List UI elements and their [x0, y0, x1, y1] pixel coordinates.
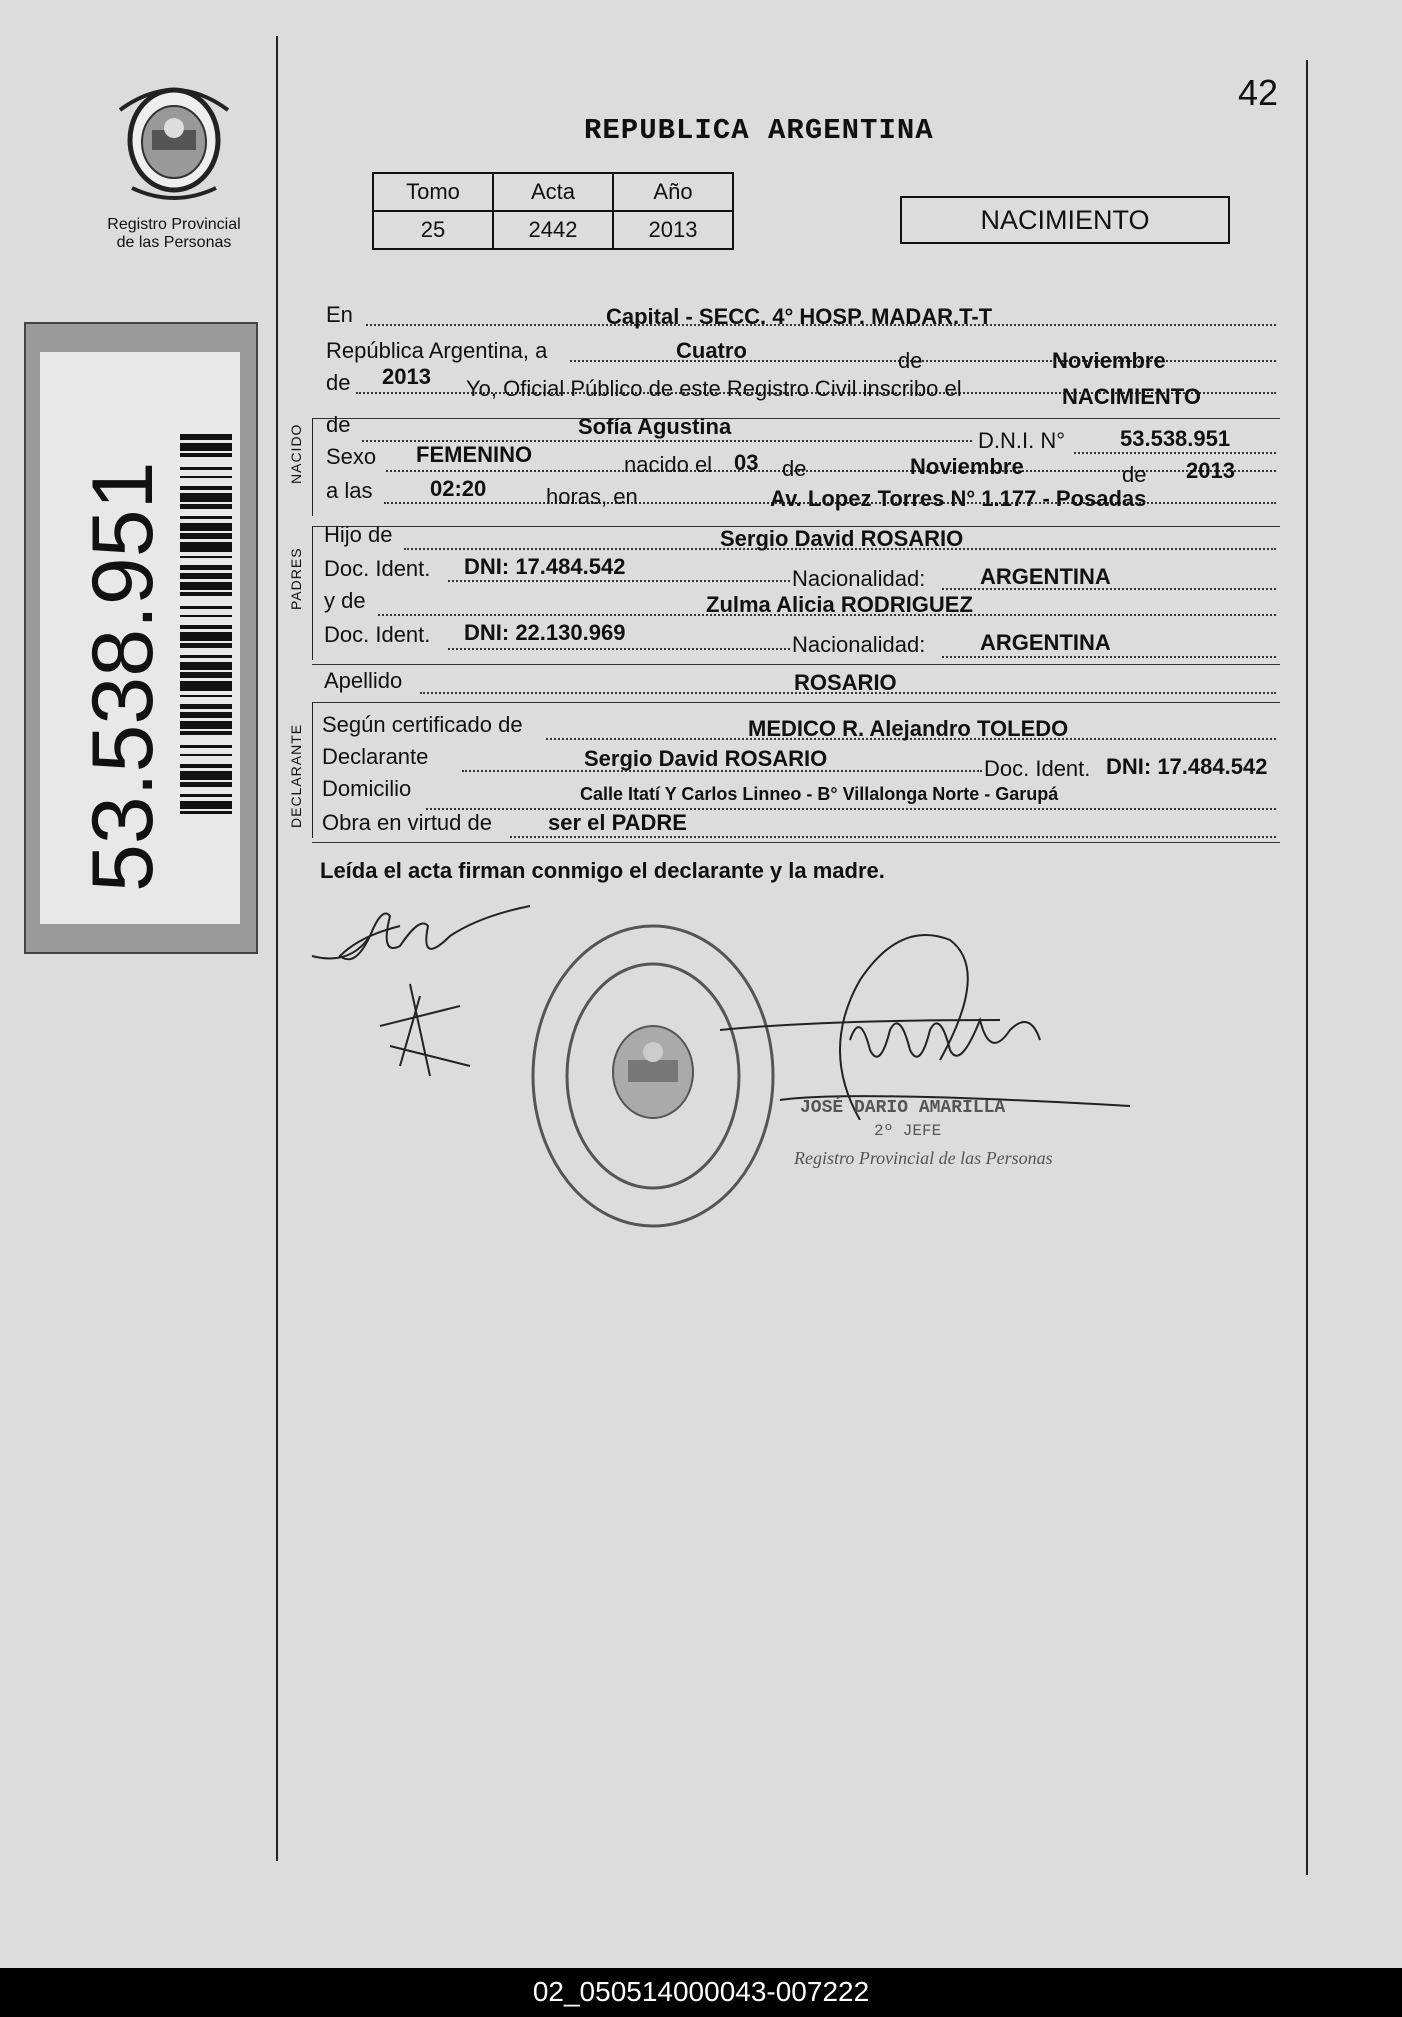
right-margin-line: [1306, 60, 1308, 1875]
domicilio-value: Calle Itatí Y Carlos Linneo - B° Villalonga Norte - Garupá: [580, 784, 1059, 804]
sexo-value: FEMENINO: [416, 442, 533, 467]
mother-doc-label: Doc. Ident.: [324, 622, 431, 647]
official-role: 2º JEFE: [874, 1122, 942, 1140]
provincial-seal-logo: [112, 80, 236, 210]
year-prefix-label: de: [326, 370, 351, 395]
year-value: 2013: [382, 364, 431, 389]
barcode-bar: [180, 704, 232, 709]
anio-value: 2013: [613, 211, 733, 249]
mother-nat-label: Nacionalidad:: [792, 632, 926, 657]
obra-value: ser el PADRE: [548, 810, 687, 835]
declarante-bracket: [312, 702, 313, 838]
birth-year: 2013: [1186, 458, 1235, 483]
acta-header: Acta: [493, 173, 613, 211]
mother-nat-dots: [942, 656, 1276, 658]
father-doc: DNI: 17.484.542: [464, 554, 626, 579]
registry-name: [92, 216, 256, 252]
domicilio-label: Domicilio: [322, 776, 412, 801]
birth-time: 02:20: [430, 476, 487, 501]
barcode-bar: [180, 782, 232, 787]
child-name: Sofía Agustina: [578, 414, 732, 439]
barcode-bar: [180, 681, 232, 691]
barcode-bar: [180, 615, 232, 617]
father-nat-label: Nacionalidad:: [792, 566, 926, 591]
padres-separator: [312, 664, 1280, 665]
country-title: REPUBLICA ARGENTINA: [584, 114, 934, 147]
barcode-bar: [180, 695, 232, 697]
padres-section-label: PADRES: [288, 547, 304, 610]
footer-bar: [0, 1968, 1402, 2017]
barcode-bar: [180, 764, 232, 768]
nacido-bracket: [312, 418, 313, 516]
cert-value: MEDICO R. Alejandro TOLEDO: [748, 716, 1069, 741]
id-inner-panel: [40, 352, 240, 924]
barcode-bar: [180, 811, 232, 814]
barcode-bar: [180, 533, 232, 539]
registry-line-2: de las Personas: [116, 234, 232, 251]
mother-doc-dots: [448, 648, 790, 650]
file-code: 02_050514000043-007222: [532, 1976, 870, 2007]
barcode-bar: [180, 655, 232, 658]
barcode-bar: [180, 493, 232, 502]
registry-line-1: Registro Provincial: [107, 216, 241, 233]
barcode-bar: [180, 662, 232, 670]
nacido-el-label: nacido el: [624, 452, 713, 477]
declarante-doc-label: Doc. Ident.: [984, 756, 1091, 781]
barcode-bar: [180, 745, 232, 748]
barcode-bar: [180, 643, 232, 648]
barcode-bar: [180, 592, 232, 596]
page-number: 42: [1238, 72, 1279, 113]
y-de-label: y de: [324, 588, 366, 613]
barcode-bar: [180, 794, 232, 797]
hijo-de-label: Hijo de: [324, 522, 393, 547]
padres-bracket: [312, 526, 313, 660]
barcode-bar: [180, 606, 232, 609]
apellido-separator: [312, 702, 1280, 703]
record-type-box: [900, 196, 1230, 244]
anio-header: Año: [613, 173, 733, 211]
day-value: Cuatro: [676, 338, 747, 363]
birth-de-label: de: [782, 456, 807, 481]
barcode-bar: [180, 582, 232, 590]
barcode-bar: [180, 565, 232, 570]
obra-label: Obra en virtud de: [322, 810, 492, 835]
declarante-separator: [312, 842, 1280, 843]
cert-label: Según certificado de: [322, 712, 523, 737]
nacido-section-label: NACIDO: [288, 423, 304, 484]
barcode-bar: [180, 632, 232, 641]
official-signature: [700, 920, 1140, 1125]
birth-place: Av. Lopez Torres N° 1.177 - Posadas: [770, 486, 1147, 511]
month-value: Noviembre: [1052, 348, 1166, 373]
apellido-value: ROSARIO: [794, 670, 897, 695]
dni-dots: [1074, 452, 1276, 454]
nacido-de-label: de: [326, 412, 351, 437]
official-text: Yo, Oficial Público de este Registro Civil inscribo el: [466, 376, 962, 401]
mother-doc: DNI: 22.130.969: [464, 620, 626, 645]
barcode-bar: [180, 556, 232, 558]
barcode-bar: [180, 712, 232, 718]
mother-name: Zulma Alicia RODRIGUEZ: [706, 592, 973, 617]
sexo-label: Sexo: [326, 444, 377, 469]
id-number-vertical: [74, 462, 173, 892]
barcode-bar: [180, 754, 232, 756]
id-side-block: [24, 322, 258, 954]
tomo-value: 25: [373, 211, 493, 249]
barcode-bar: [180, 486, 232, 490]
declarant-signature: [310, 896, 550, 1091]
barcode-bar: [180, 573, 232, 579]
mother-nat: ARGENTINA: [980, 630, 1111, 655]
official-org: Registro Provincial de las Personas: [794, 1148, 1053, 1168]
father-name: Sergio David ROSARIO: [720, 526, 964, 551]
record-type: NACIMIENTO: [980, 205, 1150, 235]
birth-de-label-2: de: [1122, 462, 1147, 487]
father-doc-dots: [448, 580, 790, 582]
id-number-text: 53.538.951: [75, 461, 171, 892]
dni-label: D.N.I. N°: [978, 428, 1066, 453]
barcode-bar: [180, 672, 232, 678]
barcode-bar: [180, 731, 232, 735]
left-margin-line: [276, 36, 278, 1861]
barcode: [180, 434, 232, 814]
declarante-section-label: DECLARANTE: [288, 723, 304, 828]
birth-day: 03: [734, 450, 759, 475]
republica-label: República Argentina, a: [326, 338, 548, 363]
de-month-label: de: [898, 348, 923, 373]
father-nat: ARGENTINA: [980, 564, 1111, 589]
inscribe-value: NACIMIENTO: [1062, 384, 1201, 409]
barcode-bar: [180, 504, 232, 509]
obra-dots: [510, 836, 1276, 838]
barcode-bar: [180, 434, 232, 440]
barcode-bar: [180, 801, 232, 809]
barcode-bar: [180, 721, 232, 729]
en-label: En: [326, 302, 353, 327]
tomo-header: Tomo: [373, 173, 493, 211]
barcode-bar: [180, 516, 232, 519]
horas-en-label: horas, en: [546, 484, 638, 509]
barcode-bar: [180, 476, 232, 478]
intro-separator: [312, 418, 1280, 419]
barcode-bar: [180, 467, 232, 470]
dni-value: 53.538.951: [1120, 426, 1231, 451]
declarante-doc: DNI: 17.484.542: [1106, 754, 1268, 779]
barcode-bar: [180, 453, 232, 457]
official-name: JOSÉ DARIO AMARILLA: [800, 1098, 1006, 1118]
a-las-label: a las: [326, 478, 373, 503]
record-table: [372, 172, 734, 250]
barcode-bar: [180, 771, 232, 780]
barcode-bar: [180, 523, 232, 531]
en-value: Capital - SECC. 4° HOSP. MADAR.T-T: [606, 304, 993, 329]
declarante-value: Sergio David ROSARIO: [584, 746, 828, 771]
father-doc-label: Doc. Ident.: [324, 556, 431, 581]
apellido-label: Apellido: [324, 668, 403, 693]
closing-statement: Leída el acta firman conmigo el declarante y la madre.: [320, 858, 885, 883]
acta-value: 2442: [493, 211, 613, 249]
barcode-bar: [180, 542, 232, 552]
declarante-label: Declarante: [322, 744, 429, 769]
barcode-bar: [180, 443, 232, 451]
barcode-bar: [180, 625, 232, 629]
birth-month: Noviembre: [910, 454, 1024, 479]
